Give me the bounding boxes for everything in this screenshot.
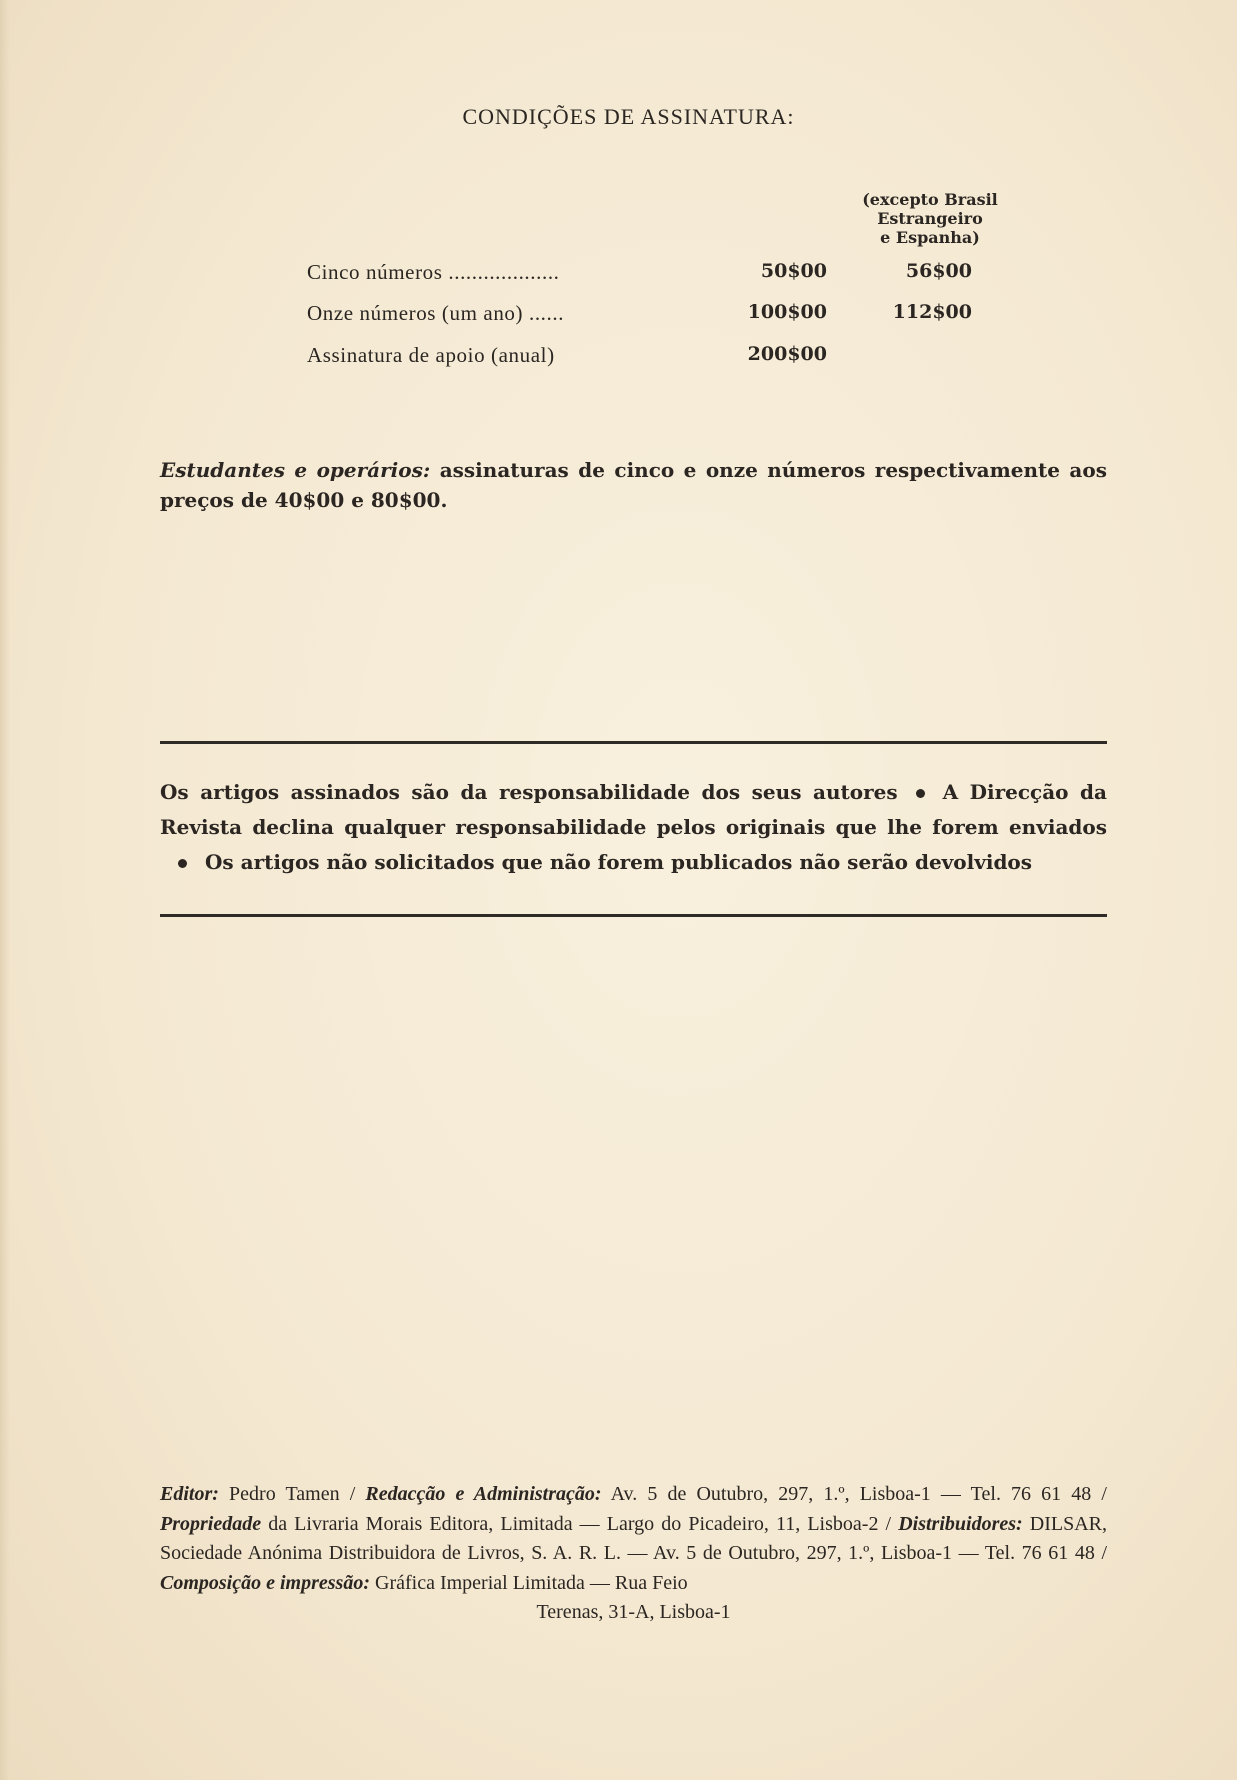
imprint-footer (160, 1480, 1107, 1628)
notice-part-3: Os artigos não solicitados que não forem publicados não serão devolvidos (205, 850, 1033, 874)
price-value: 50$00 (760, 260, 827, 282)
price-value: 200$00 (747, 343, 827, 365)
bottom-divider (160, 914, 1107, 917)
composicao-text: Gráfica Imperial Limitada — Rua Feio (370, 1571, 688, 1594)
price-row-label: Onze números (um ano) ...... (307, 301, 565, 325)
redaccao-label: Redacção e Administração: (365, 1483, 602, 1505)
notice-part-2: A Direcção da Revista declina qualquer responsabilidade pelos originais que lhe forem enviados (160, 780, 1107, 839)
students-lead: Estudantes e operários: (160, 458, 431, 482)
redaccao-text: Av. 5 de Outubro, 297, 1.º, Lisboa-1 — Tel. 76 61 48 / (601, 1483, 1107, 1505)
column-note-line: Estrangeiro (877, 209, 983, 228)
foreign-price-value: 112$00 (892, 301, 972, 323)
propriedade-label: Propriedade (160, 1512, 262, 1535)
propriedade-text: da Livraria Morais Editora, Limitada — Largo do Picadeiro, 11, Lisboa-2 / (261, 1512, 899, 1535)
distribuidores-text: DILSAR, Sociedade Anónima Distribuidora de Livros, S. A. R. L. — Av. 5 de Outubro, 297, 1.º, Lisboa-1 — Tel. 76 61 48 / (160, 1512, 1107, 1564)
column-note-line: e Espanha) (880, 228, 980, 247)
page-title: CONDIÇÕES DE ASSINATURA: (462, 104, 795, 129)
price-row-label: Cinco números ................... (307, 260, 560, 284)
editor-text: Pedro Tamen / (218, 1483, 366, 1505)
bullet-icon (178, 859, 187, 868)
footer-last-line: Terenas, 31-A, Lisboa-1 (536, 1601, 731, 1623)
price-row-label: Assinatura de apoio (anual) (307, 343, 555, 367)
price-row (307, 343, 1027, 373)
price-row (307, 301, 1027, 331)
notice-part-1: Os artigos assinados são da responsabilidade dos seus autores (160, 780, 898, 804)
students-text: assinaturas de cinco e onze números respectivamente aos preços de 40$00 e 80$00. (160, 458, 1107, 512)
price-value: 100$00 (747, 301, 827, 323)
page-edge-shadow (0, 0, 10, 1780)
price-row (307, 260, 1027, 290)
top-divider (160, 741, 1107, 744)
column-note-line: (excepto Brasil (862, 190, 998, 209)
composicao-label: Composição e impressão: (160, 1571, 370, 1594)
foreign-price-value: 56$00 (905, 260, 972, 282)
distribuidores-label: Distribuidores: (898, 1512, 1023, 1535)
foreign-price-column-note (800, 190, 1060, 247)
bullet-icon (916, 789, 925, 798)
notice-paragraph (160, 775, 1107, 880)
students-paragraph (160, 455, 1107, 515)
editor-label: Editor: (160, 1483, 219, 1505)
